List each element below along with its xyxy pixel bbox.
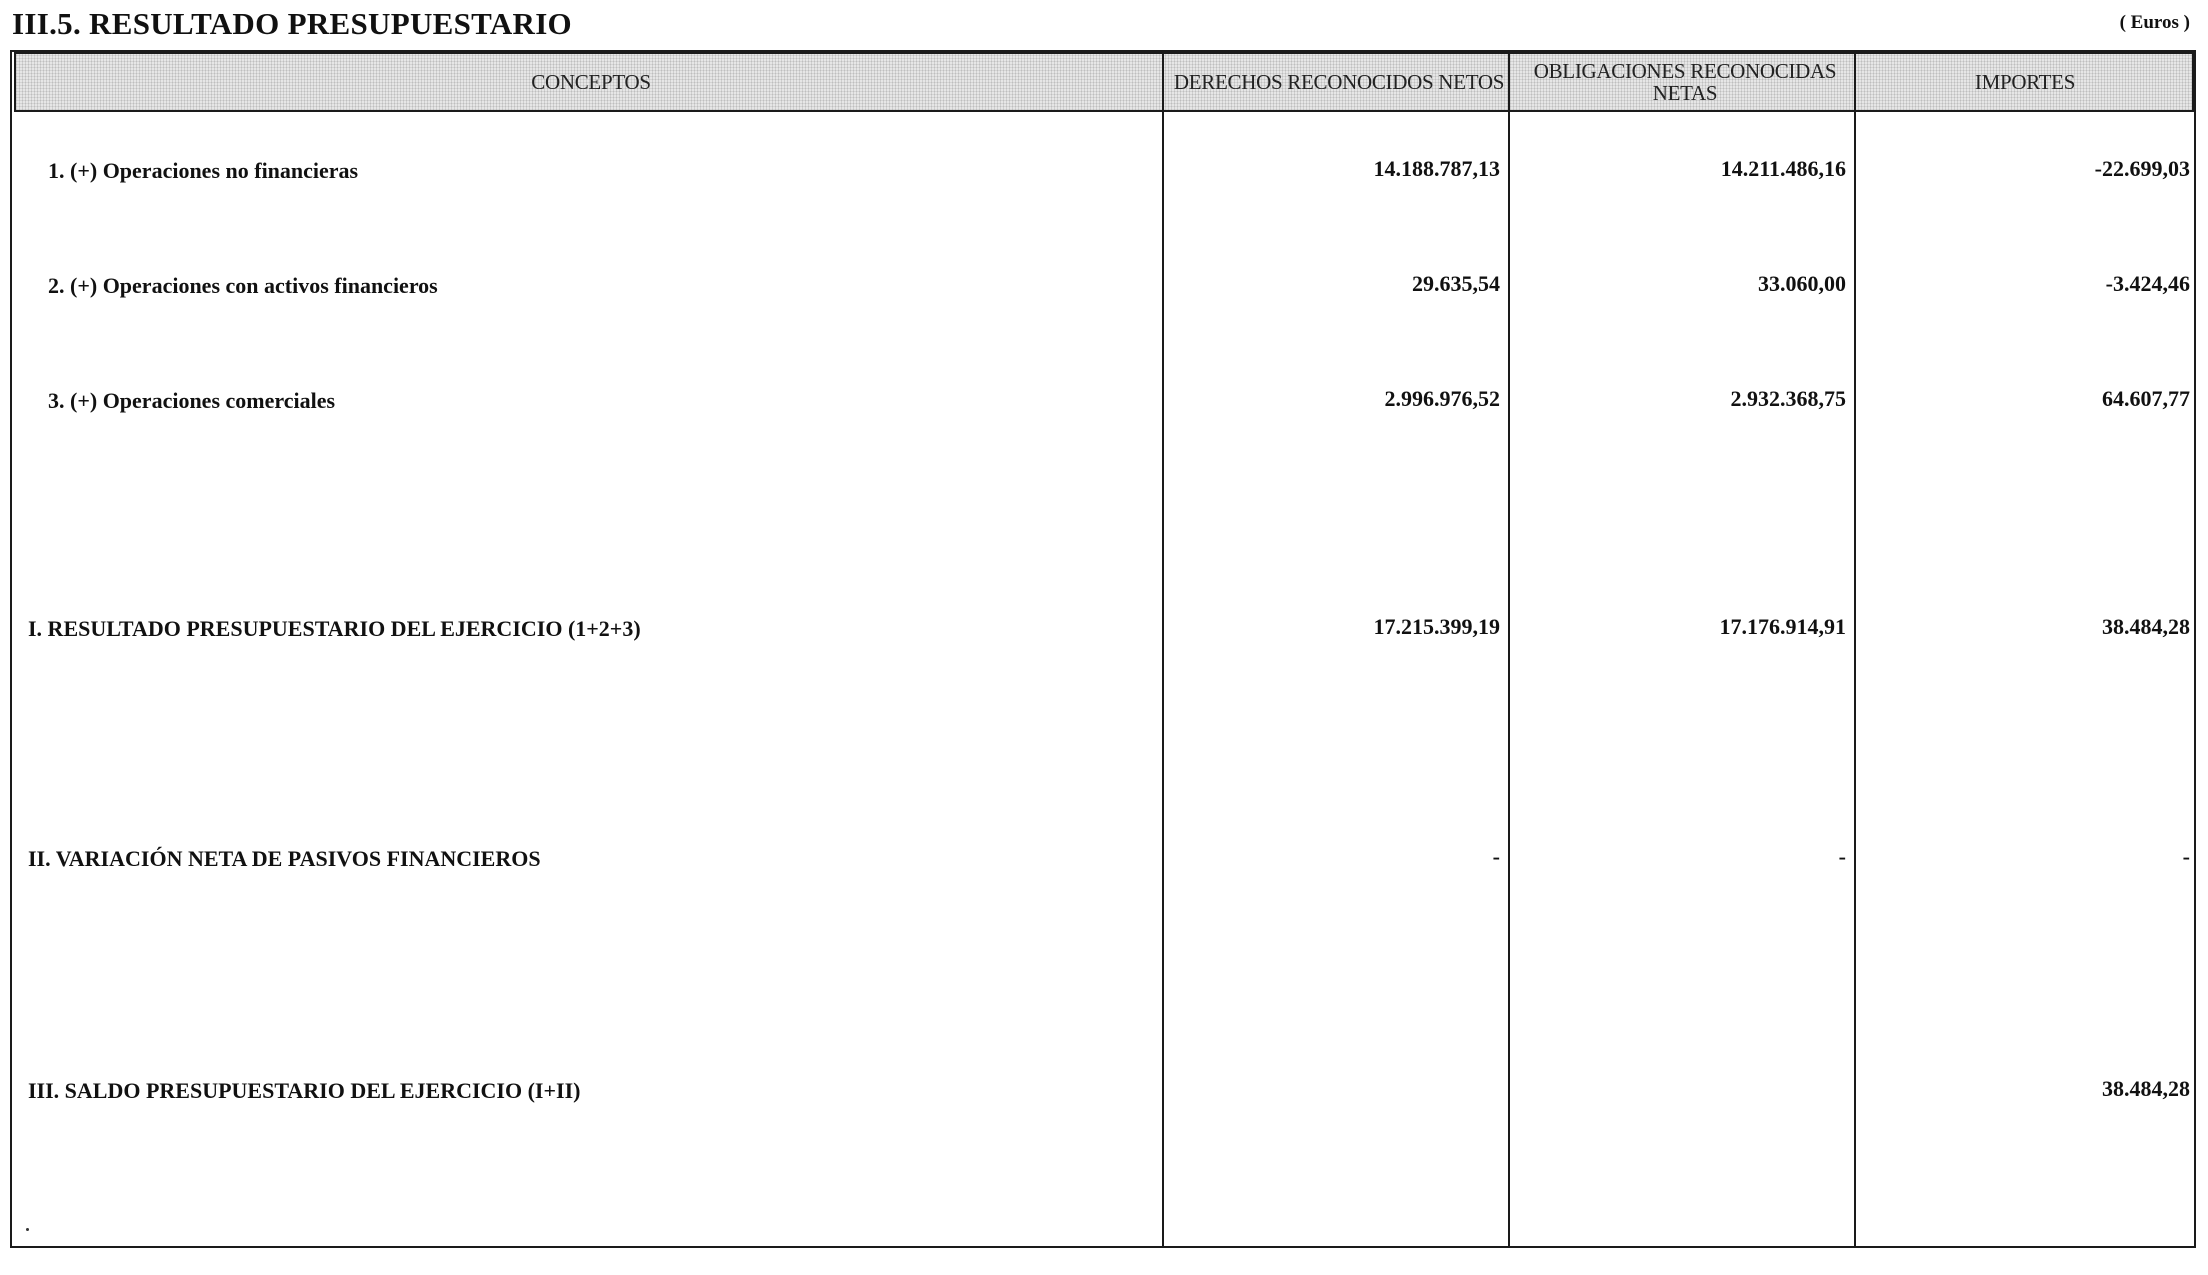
table-frame	[10, 50, 2196, 1248]
cell-derechos: 17.215.399,19	[1373, 614, 1500, 639]
cell-derechos: 2.996.976,52	[1384, 386, 1500, 411]
row-label-variacion-pasivos: II. VARIACIÓN NETA DE PASIVOS FINANCIEROS	[28, 846, 541, 871]
header-importes: IMPORTES	[1974, 70, 2076, 94]
row-label-operaciones-activos-financieros: 2. (+) Operaciones con activos financieros	[48, 273, 438, 298]
column-divider	[1854, 52, 1856, 1248]
cell-importes: -3.424,46	[2105, 271, 2190, 296]
cell-importes: 38.484,28	[2102, 614, 2190, 639]
cell-obligaciones: 33.060,00	[1758, 271, 1846, 296]
row-label-operaciones-no-financieras: 1. (+) Operaciones no financieras	[48, 158, 359, 183]
header-obligaciones: OBLIGACIONES RECONOCIDAS NETAS	[1533, 59, 1837, 105]
cell-derechos: 29.635,54	[1412, 271, 1500, 296]
cell-importes: 64.607,77	[2102, 386, 2190, 411]
cell-importes: 38.484,28	[2102, 1076, 2190, 1101]
column-divider	[1162, 52, 1164, 1248]
cell-importes: -	[2182, 844, 2190, 869]
scan-speck	[26, 1228, 29, 1231]
cell-obligaciones: 14.211.486,16	[1720, 156, 1846, 181]
cell-obligaciones: 17.176.914,91	[1719, 614, 1846, 639]
row-label-resultado-presupuestario: I. RESULTADO PRESUPUESTARIO DEL EJERCICIO (1+2+3)	[28, 616, 641, 641]
page-title: III.5. RESULTADO PRESUPUESTARIO	[12, 6, 572, 41]
row-label-operaciones-comerciales: 3. (+) Operaciones comerciales	[48, 388, 336, 413]
header-derechos: DERECHOS RECONOCIDOS NETOS	[1173, 70, 1505, 94]
column-divider	[1508, 52, 1510, 1248]
cell-obligaciones: -	[1838, 844, 1846, 869]
cell-derechos: 14.188.787,13	[1373, 156, 1500, 181]
units-label: ( Euros )	[2119, 12, 2190, 33]
row-label-saldo-presupuestario: III. SALDO PRESUPUESTARIO DEL EJERCICIO (I+II)	[28, 1078, 581, 1103]
cell-importes: -22.699,03	[2094, 156, 2190, 181]
header-conceptos: CONCEPTOS	[531, 70, 651, 94]
cell-derechos: -	[1492, 844, 1500, 869]
table-header	[14, 52, 2194, 112]
cell-obligaciones: 2.932.368,75	[1730, 386, 1846, 411]
